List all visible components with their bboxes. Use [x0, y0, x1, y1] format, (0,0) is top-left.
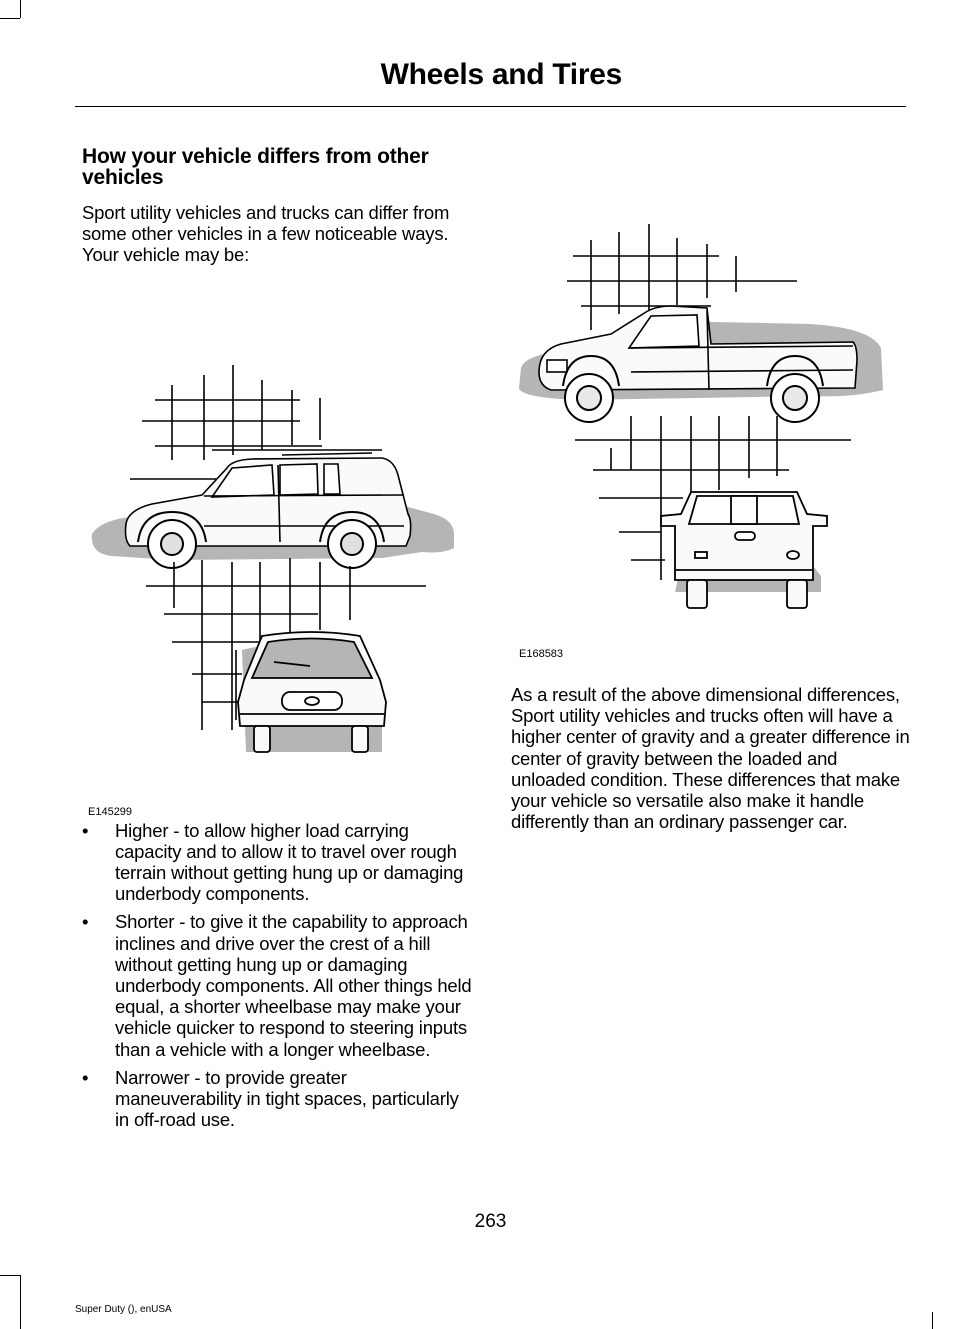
list-item: [82, 1067, 477, 1131]
bullet: •: [82, 911, 89, 933]
section-heading: How your vehicle differs from other vehicles: [82, 145, 429, 189]
page-number: 263: [474, 1211, 507, 1232]
bullet: •: [82, 1066, 89, 1088]
crop-mark: [932, 1312, 933, 1329]
figure-code: E145299: [88, 805, 133, 818]
difference-list: [82, 820, 477, 1131]
list-item: [82, 911, 477, 1059]
list-item: [82, 820, 477, 905]
intro-paragraph: Sport utility vehicles and trucks can differ from some other vehicles in a few noticeable ways. Your vehicle may be:: [82, 202, 450, 266]
figure-code: E168583: [519, 648, 564, 660]
footer-text: Super Duty (), enUSA: [75, 1304, 172, 1315]
right-column: [511, 220, 911, 832]
crop-mark: [20, 0, 21, 18]
crop-mark: [0, 18, 20, 19]
suv-dimension-figure: [82, 290, 477, 820]
list-item-text: Shorter - to give it the capability to approach inclines and drive over the crest of a hill without getting hung up or damaging underbody components. All other things held equal, a shorter wheelbase may make your vehicle quicker to respond to steering inputs than a vehicle with a longer wheelbase.: [115, 911, 472, 1060]
bullet: •: [82, 819, 89, 841]
list-item-text: Narrower - to provide greater maneuverability in tight spaces, particularly in off-road use.: [115, 1066, 459, 1131]
truck-illustration: [511, 220, 891, 640]
page-title: Wheels and Tires: [380, 58, 622, 91]
suv-illustration: [82, 290, 477, 800]
header-rule: [75, 106, 906, 107]
truck-dimension-figure: [511, 220, 911, 670]
crop-mark: [0, 1275, 20, 1276]
left-column: [82, 146, 477, 1137]
summary-paragraph: As a result of the above dimensional differences, Sport utility vehicles and trucks often will have a higher center of gravity and a greater difference in center of gravity between the loaded and unloaded condition. These differences that make your vehicle so versatile also make it handle differently than an ordinary passenger car.: [511, 684, 910, 833]
list-item-text: Higher - to allow higher load carrying capacity and to allow it to travel over rough terrain without getting hung up or damaging underbody components.: [115, 819, 464, 905]
crop-mark: [20, 1275, 21, 1329]
